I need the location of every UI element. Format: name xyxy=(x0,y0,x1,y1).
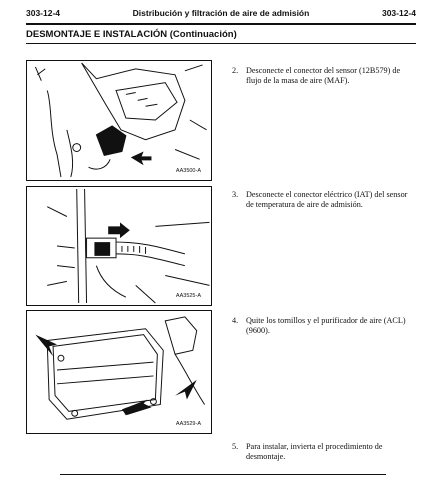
step-number: 4. xyxy=(232,316,239,325)
section-divider xyxy=(26,43,416,44)
page-code-left: 303-12-4 xyxy=(26,8,61,18)
page-title: Distribución y filtración de aire de admisión xyxy=(132,8,310,18)
iat-sensor-connector-illustration-icon xyxy=(27,187,211,305)
figure-maf-connector xyxy=(26,60,212,181)
step-number: 5. xyxy=(232,442,239,451)
maf-sensor-connector-illustration-icon xyxy=(27,61,211,180)
footer-divider xyxy=(60,474,386,475)
step-4 xyxy=(232,316,412,336)
step-number: 3. xyxy=(232,190,239,199)
step-2 xyxy=(232,66,412,86)
step-text: Desconecte el conector del sensor (12B579) de flujo de la masa de aire (MAF). xyxy=(246,66,401,85)
section-title: DESMONTAJE E INSTALACIÓN (Continuación) xyxy=(26,29,237,40)
step-number: 2. xyxy=(232,66,239,75)
figure-iat-connector xyxy=(26,186,212,306)
step-text: Para instalar, invierta el procedimiento de desmontaje. xyxy=(246,442,383,461)
figure-air-cleaner-bolts xyxy=(26,310,212,434)
step-text: Quite los tornillos y el purificador de aire (ACL) (9600). xyxy=(246,316,406,335)
step-3 xyxy=(232,190,412,210)
step-text: Desconecte el conector eléctrico (IAT) del sensor de temperatura de aire de admisión. xyxy=(246,190,408,209)
figure-code-2: AA3525-A xyxy=(175,293,201,299)
air-cleaner-bolts-illustration-icon xyxy=(27,311,211,433)
page-header xyxy=(26,8,416,22)
step-5 xyxy=(232,442,412,462)
header-divider xyxy=(26,23,416,25)
figure-code-1: AA3500-A xyxy=(175,168,201,174)
figure-code-3: AA3529-A xyxy=(175,421,201,427)
page-code-right: 303-12-4 xyxy=(381,8,416,18)
